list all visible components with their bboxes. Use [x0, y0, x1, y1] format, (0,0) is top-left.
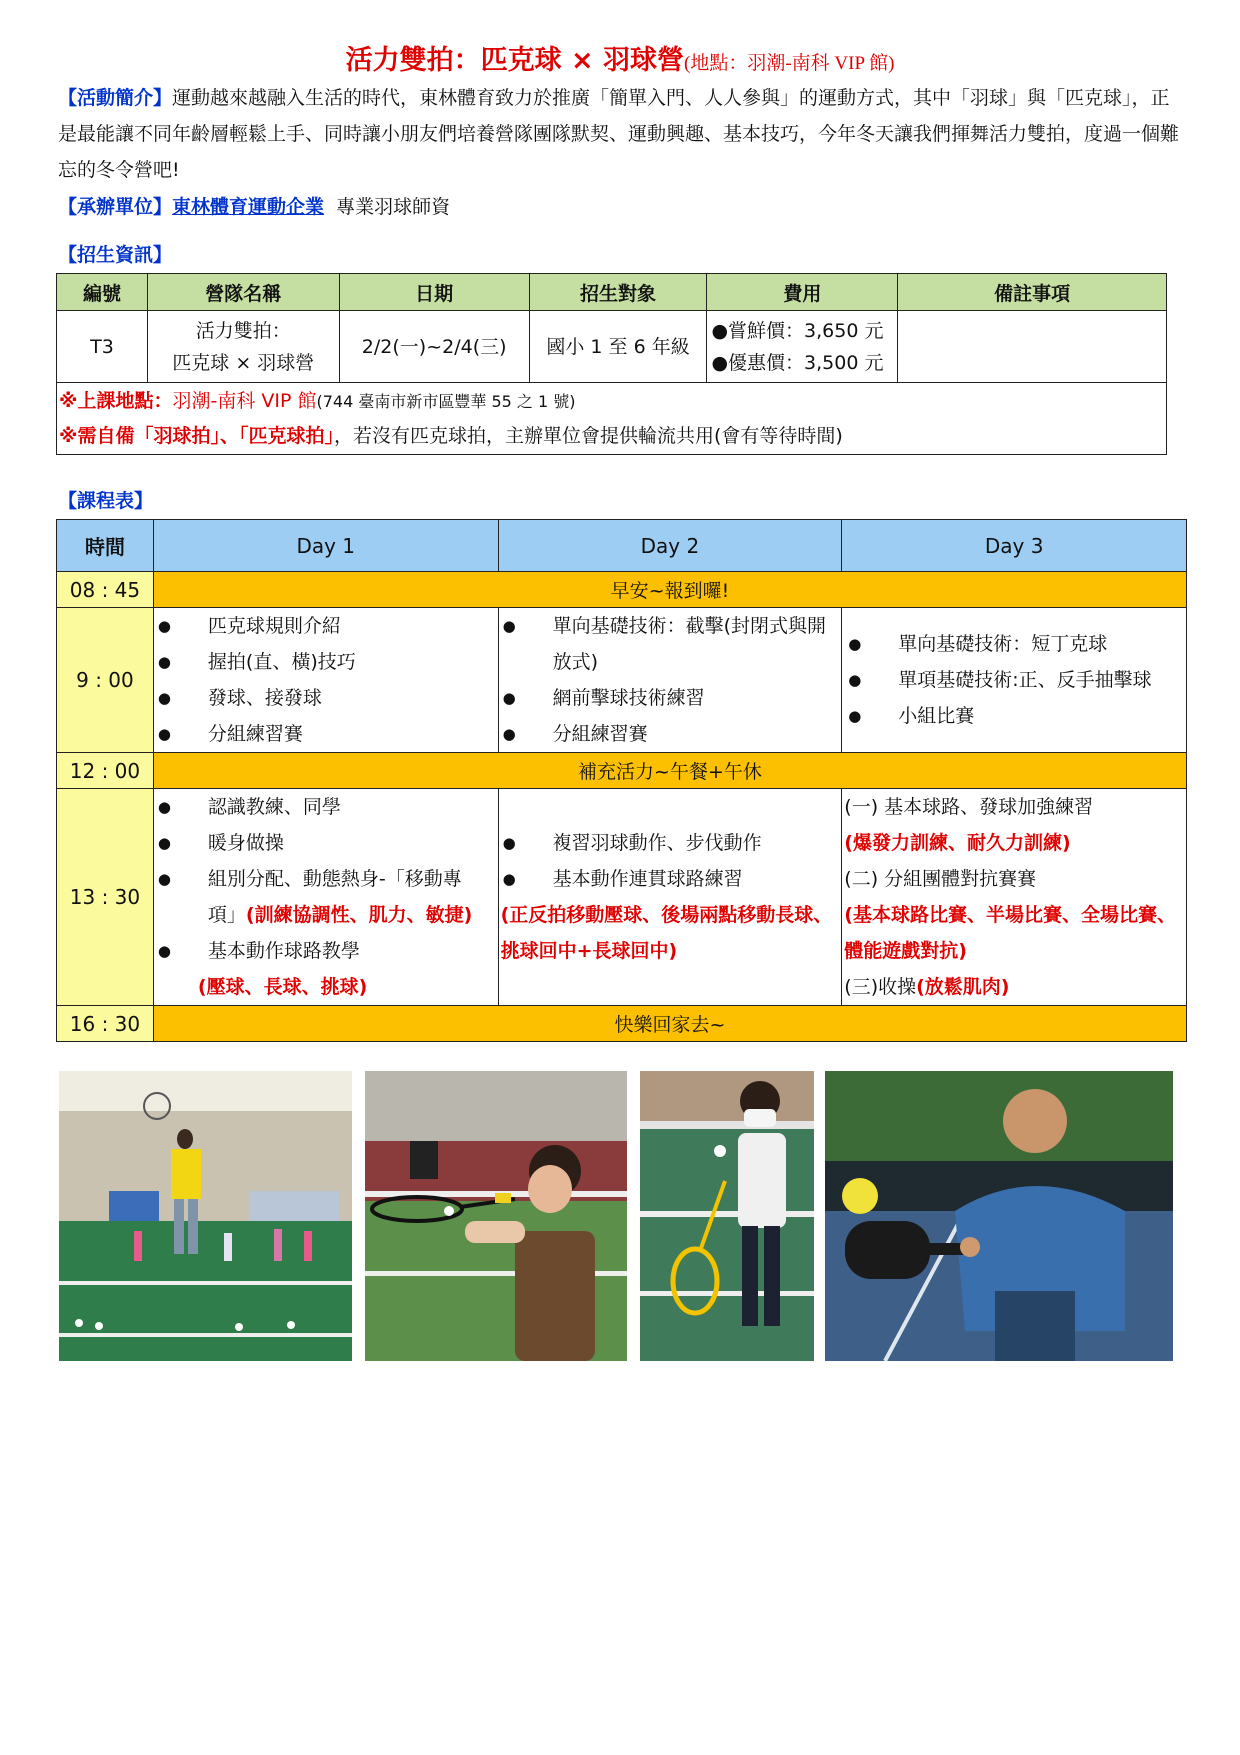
- band-home: 快樂回家去~: [153, 1006, 1186, 1042]
- organizer-suffix: 專業羽球師資: [336, 196, 451, 218]
- schedule-table: [56, 519, 1187, 1042]
- schedule-row-0845: [57, 572, 1187, 608]
- organizer-link[interactable]: 東林體育運動企業: [172, 196, 325, 218]
- time-0845: 08 : 45: [57, 572, 154, 608]
- enroll-fee: [707, 311, 898, 383]
- enroll-date: 2/2(一)~2/4(三): [339, 311, 529, 383]
- schedule-row-1200: [57, 753, 1187, 789]
- organizer-line: [58, 189, 1188, 225]
- schedule-section-label: 【課程表】: [58, 490, 154, 512]
- page-title: [0, 38, 1240, 77]
- organizer-label: 【承辦單位】: [58, 196, 173, 218]
- note-equipment-rest: ，若沒有匹克球拍，主辦單位會提供輪流共用(會有等待時間): [333, 425, 843, 447]
- enroll-remark: [898, 311, 1167, 383]
- day1-pm-item: ● 認識教練、同學: [156, 789, 496, 825]
- schedule-header-day3: Day 3: [842, 520, 1187, 572]
- camp-name-line1: 活力雙拍：: [195, 319, 291, 342]
- day1-am-item: ● 發球、接發球: [156, 680, 496, 716]
- time-1330: 13 : 30: [57, 789, 154, 1006]
- enroll-header-target: 招生對象: [529, 274, 707, 311]
- day1-pm-text: 項」: [207, 904, 246, 926]
- day1-pm-item: ● 暖身做操: [156, 825, 496, 861]
- photo-boy-badminton: [365, 1071, 627, 1361]
- intro-text: 運動越來越融入生活的時代，東林體育致力於推廣「簡單入門、人人參與」的運動方式，其中「羽球」與「匹克球」，正是最能讓不同年齡層輕鬆上手、同時讓小朋友們培養營隊團隊默契、運動興趣、基本技巧，今年冬天讓我們揮舞活力雙拍，度過一個難忘的冬令營吧!: [58, 87, 1180, 181]
- day2-am-item-cont: 放式): [552, 651, 599, 673]
- day2-am-item: ● 網前擊球技術練習: [501, 680, 840, 716]
- intro-label: 【活動簡介】: [58, 87, 173, 109]
- day3-pm-item3: [844, 969, 1184, 1005]
- day1-morning: [153, 608, 498, 753]
- band-checkin: 早安~報到囉!: [153, 572, 1186, 608]
- day2-pm-item: ● 基本動作連貫球路練習: [501, 861, 840, 897]
- note-equipment-required: ※需自備「羽球拍」、「匹克球拍」: [59, 425, 334, 447]
- enroll-section-label: 【招生資訊】: [58, 244, 173, 266]
- day2-pm-item: ● 複習羽球動作、步伐動作: [501, 825, 840, 861]
- time-1200: 12 : 00: [57, 753, 154, 789]
- schedule-row-1630: [57, 1006, 1187, 1042]
- enroll-row: [57, 311, 1167, 383]
- day1-am-item: ● 分組練習賽: [156, 716, 496, 752]
- photo-kid-racket: [640, 1071, 814, 1361]
- day3-am-item: ● 單項基礎技術:正、反手抽擊球: [846, 662, 1184, 698]
- enroll-header-id: 編號: [57, 274, 148, 311]
- schedule-header-day1: Day 1: [153, 520, 498, 572]
- enroll-id: T3: [57, 311, 148, 383]
- photo-pickleball: [825, 1071, 1173, 1361]
- day1-pm-training-note: (訓練協調性、肌力、敏捷): [245, 904, 473, 926]
- day2-morning: [498, 608, 842, 753]
- day1-afternoon: [153, 789, 498, 1006]
- photo-gym-class: [59, 1071, 352, 1361]
- day3-morning: [842, 608, 1187, 753]
- day3-pm-item1: (一) 基本球路、發球加強練習: [844, 796, 1094, 818]
- day2-am-item: ● 單向基礎技術：截擊(封閉式與開: [501, 608, 840, 644]
- day1-pm-item: ● 組別分配、動態熱身-「移動專: [156, 861, 496, 897]
- day2-afternoon: [498, 789, 842, 1006]
- enroll-target: 國小 1 至 6 年級: [529, 311, 707, 383]
- schedule-row-1330: [57, 789, 1187, 1006]
- day1-pm-item-cont: [156, 969, 496, 1005]
- day1-am-item: ● 匹克球規則介紹: [156, 608, 496, 644]
- note-location: [59, 384, 1166, 419]
- enroll-camp-name: [147, 311, 339, 383]
- camp-name-line2: 匹克球 × 羽球營: [172, 351, 315, 374]
- day3-am-item: ● 單向基礎技術：短丁克球: [846, 626, 1184, 662]
- day3-pm-item3-note: (放鬆肌肉): [916, 976, 1010, 998]
- enroll-header-remark: 備註事項: [898, 274, 1167, 311]
- intro-paragraph: [58, 80, 1188, 188]
- schedule-header-day2: Day 2: [498, 520, 842, 572]
- day1-am-item: ● 握拍(直、橫)技巧: [156, 644, 496, 680]
- title-main: 活力雙拍：匹克球 × 羽球營: [345, 45, 685, 76]
- day2-pm-drill-note: (正反拍移動壓球、後場兩點移動長球、挑球回中+長球回中): [500, 904, 833, 962]
- day1-pm-item: ● 基本動作球路教學: [156, 933, 496, 969]
- time-0900: 9 : 00: [57, 608, 154, 753]
- day2-am-item: ● 分組練習賽: [501, 716, 840, 752]
- day3-pm-item1-note: (爆發力訓練、耐久力訓練): [844, 832, 1071, 854]
- enroll-header-date: 日期: [339, 274, 529, 311]
- day3-pm-item2: (二) 分組團體對抗賽賽: [844, 868, 1037, 890]
- enroll-header-fee: 費用: [707, 274, 898, 311]
- time-1630: 16 : 30: [57, 1006, 154, 1042]
- note-location-label: ※上課地點：: [59, 390, 173, 412]
- day3-am-item: ● 小組比賽: [846, 698, 1184, 734]
- title-location: (地點：羽潮-南科 VIP 館): [684, 53, 895, 74]
- note-equipment: [59, 419, 1166, 453]
- day3-pm-item2-note: (基本球路比賽、半場比賽、全場比賽、體能遊戲對抗): [844, 904, 1176, 962]
- fee-trial: ●嘗鮮價：3,650 元: [711, 319, 884, 342]
- schedule-row-0900: [57, 608, 1187, 753]
- day1-pm-item-cont: [156, 897, 496, 933]
- schedule-header-time: 時間: [57, 520, 154, 572]
- enroll-notes: [57, 383, 1167, 455]
- enroll-header-name: 營隊名稱: [147, 274, 339, 311]
- day3-pm-item3-text: (三)收操: [844, 976, 917, 998]
- enroll-header-row: [57, 274, 1167, 311]
- enroll-note-row: [57, 383, 1167, 455]
- band-lunch: 補充活力~午餐+午休: [153, 753, 1186, 789]
- schedule-header-row: [57, 520, 1187, 572]
- day1-pm-shots-note: (壓球、長球、挑球): [197, 976, 368, 998]
- enroll-table: [56, 273, 1167, 455]
- day3-afternoon: [842, 789, 1187, 1006]
- note-location-address: (744 臺南市新市區豐華 55 之 1 號): [316, 392, 576, 411]
- note-location-place: 羽潮-南科 VIP 館: [172, 390, 317, 412]
- fee-discount: ●優惠價：3,500 元: [711, 351, 884, 374]
